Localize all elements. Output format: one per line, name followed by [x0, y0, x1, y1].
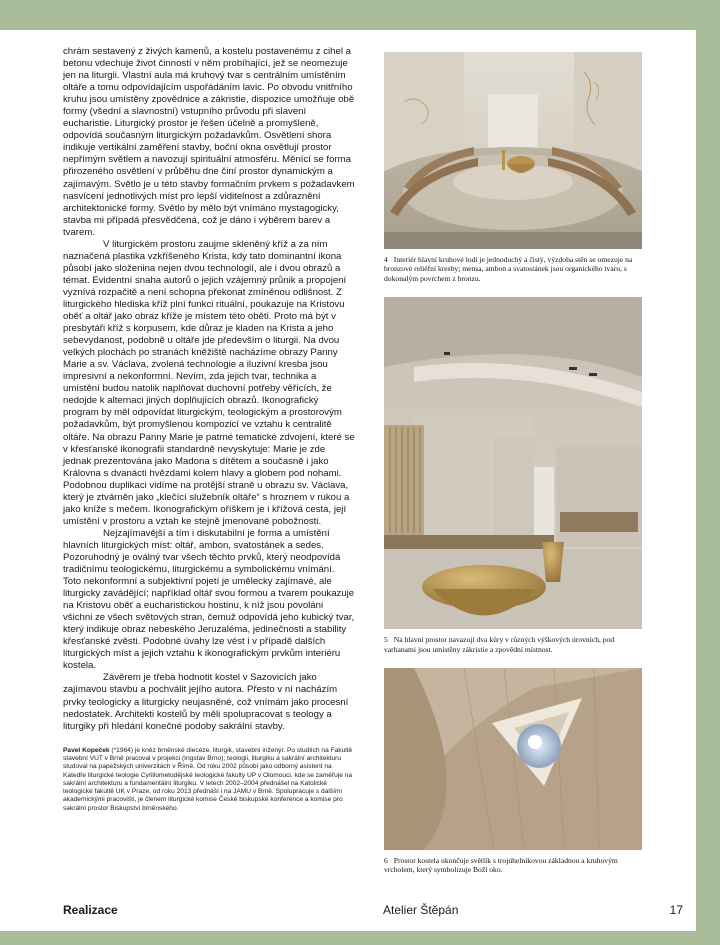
body-paragraph: chrám sestavený z živých kamenů, a kostelu postavenému z cihel a betonu vdechuje život činností v něm probíhající, jež se neomezuje jen na liturgii. Vlastní aula má kruhový tvar s centrálním umístěním oltáře a tomu odpovídajícím uspořádáním lavic. Po obvodu vnitřního kruhu jsou umístěny zpovědnice a zákristie, dispozice umožňuje obě formy (všední a slavnostní) vstupního průvodu při slavení eucharistie. Liturgický prostor je řešen účelně a promyšleně, odpovídá současným liturgickým požadavkům. Osvětlení shora indikuje vertikální zaměření stavby, boční okna osvětlují prostor nepřímým světlem a navozují spirituální atmosféru. Měnící se forma přirozeného osvětlení v průběhu dne činí prostor dynamickým a zajímavým. Světlo je u této stavby formačním prvkem s požadavkem nasvícení jednotlivých míst pro lepší viditelnost a zdůraznění architektonické formy. Světlo by mělo být vnímáno mystagogicky, stavba mi případá přesvědčená, což je dáno i výběrem barev a tvarem. [63, 46, 355, 238]
figure-caption-text: Interiér hlavní kruhové lodi je jednoduchý a čistý, výzdoba stěn se omezuje na bronzové reliéfní kresby; mensa, ambon a svatostánek jsou organického tvaru, s dokonalým povrchem z bronzu. [384, 255, 633, 283]
body-paragraph: Závěrem je třeba hodnotit kostel v Sazovicích jako zajímavou stavbu a pochválit jejího autora. Přesto v ní nacházím prvky teologicky a liturgicky neujasněné, což vnímám jako procesní nedostatek. Architekti kostelů by měli spolupracovat s teology a liturgiky při hledání konečné podoby sakrální stavby. [63, 672, 349, 732]
author-name: Pavel Kopeček [63, 746, 110, 754]
page-footer [63, 903, 683, 923]
figure-caption-text: Na hlavní prostor navazují dva kůry v různých výškových úrovních, pod varhanami jsou umístěny zákristie a zpovědní místnost. [384, 635, 615, 654]
figure-caption [384, 856, 644, 875]
page-frame-top [0, 0, 720, 30]
figure-caption [384, 255, 644, 283]
figure-number: 4 [384, 255, 388, 264]
page [0, 30, 696, 931]
body-paragraph: Nejzajímavější a tím i diskutabilní je forma a umístění hlavních liturgických míst: oltář, ambon, svatostánek a sedes. Pozoruhodný je oválný tvar všech těchto prvků, který neodpovídá tradičnímu teologickému, liturgickému a symbolickému vnímání. Toto nekonformní a subjektivní pojetí je umělecky zajímavé, ale liturgicky zavádějící; například oltář svou formou a tvarem poukazuje na Kristovu oběť a eucharistickou hostinu, k níž jsou povoláni všichni ze všech světových stran, čemuž odpovídá jeho kubický tvar, který indikuje obraz nebeského Jeruzaléma, jedinečnosti a stability křesťanské zvěsti. Podobné úvahy lze vést i v případě dalších liturgických míst a jejich vztahu k ikonografickým prvkům interiéru kostela. [63, 527, 355, 672]
figure-4 [384, 52, 644, 283]
body-paragraph: V liturgickém prostoru zaujme skleněný kříž a za ním naznačená plastika vzkříšeného Krista, kdy tato dominantní ikona působí jako složenina nejen dvou technologií, ale i dvou obrazů a témat. Evidentní snaha autorů o jejich vzájemný průnik a propojení vyznívá rozpačitě a není schopna překonat zmíněnou odlišnost. Z liturgického hlediska kříž plní funkci rituální, poukazuje na Kristovu oběť a oltář jako obraz kříže je místem této oběti. Proto má být v presbytáři kříž s korpusem, kde důraz je kladen na Krista a jeho sebevydanost, podobně u oltáře jde především o liturgii. Na dvou velkých plochách po stranách kněžiště nacházíme obrazy Panny Marie a sv. Václava, zvolená technologie a iluzivní kresba jsou impresivní a nekonformní. Nevím, zda jejich tvar, technika a umístění budou natolik naplňovat duchovní potřeby věřících, že nedojde k alternaci jiných doplňujících obrazů. Ikonografický program by měl odpovídat liturgickým, teologickým a prostorovým požadavkům, být promyšlenou kompozicí ve vztahu k centralitě oltáře. Na obrazu Panny Marie je patrné tematické zdvojení, které se v křesťanské ikonografii standardně nevyskytuje: Marie je zde jednak prezentována jako Madona s dítětem a současně i jako Královna s dvanácti hvězdami kolem hlavy a globem pod nohami. Podobnou duplikaci vidíme na protější straně u obrazu sv. Václava, který je ztvárněn jako „klečící služebník oltáře“ s hroznem v rukou a jako kníže s mečem. Ikonografickým oříškem je i křížová cesta, její umístění v prostoru a vztah ke stejně jmenované pobožnosti. [63, 238, 355, 527]
photo-gallery-altar [384, 297, 642, 629]
author-bio [63, 747, 355, 813]
article-text-column [63, 46, 355, 813]
footer-architect: Atelier Štěpán [383, 903, 459, 917]
figure-caption [384, 635, 644, 654]
page-number: 17 [669, 903, 683, 917]
figure-6 [384, 668, 644, 875]
figure-caption-text: Prostor kostela ukončuje světlík s trojúhelníkovou základnou a kruhovým vrcholem, který symbolizuje Boží oko. [384, 856, 618, 875]
page-frame-right [696, 0, 720, 945]
figure-number: 5 [384, 635, 388, 645]
figure-5 [384, 297, 644, 654]
photo-nave-interior [384, 52, 642, 249]
footer-section: Realizace [63, 903, 118, 917]
page-frame-bottom [0, 931, 720, 945]
figure-column [384, 52, 644, 875]
photo-skylight [384, 668, 642, 850]
figure-number: 6 [384, 856, 388, 866]
author-bio-text: (*1964) je kněz brněnské diecéze, liturgik, stavební inženýr. Po studiích na Fakultě stavební VUT v Brně pracoval v projekci (Ingstav Brno); teologii, liturgiku a sakrální architekturu studoval na papežských univerzitách v Římě. Od roku 2002 působí jako odborný asistent na Katedře liturgické teologie Cyrillometodějské teologické fakulty UP v Olomouci, kde se zaměřuje na sakrální architekturu a fundamentální liturgiku. V letech 2002–2004 přednášel na Katolické teologické fakultě UK v Praze, od roku 2013 přednáší i na JAMU v Brně. Spolupracuje s dalšími akademickými pracovišti, je členem liturgické komise České biskupské konference a komise pro sakrální prostor Biskupství brněnského. [63, 746, 353, 812]
